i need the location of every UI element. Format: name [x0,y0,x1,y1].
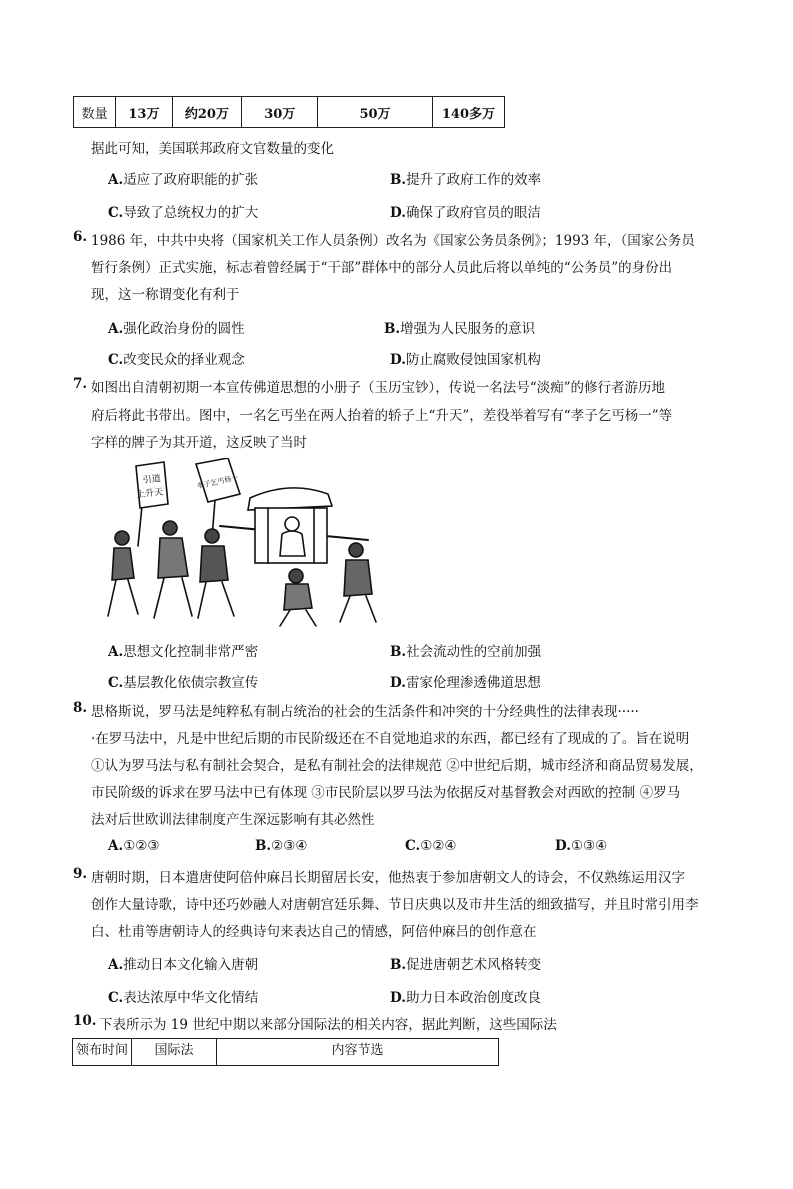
figure-2 [154,521,192,618]
q7-option-c[interactable] [108,671,258,691]
q9-option-d[interactable] [390,986,541,1006]
q10-table [72,1038,499,1066]
table-header-cell: 国际法 [132,1039,217,1066]
option-key: A. [108,838,124,854]
sign-text-left: 引道 [142,474,162,486]
sedan-roof [248,488,332,510]
sedan-body [255,508,327,563]
beggar-head [285,517,299,531]
q9-option-c[interactable] [108,986,258,1006]
q9-option-a[interactable] [108,953,258,973]
option-key: D. [390,205,406,221]
q9-line-2: 创作大量诗歌，诗中还巧妙融人对唐朝宫廷乐舞、节日庆典以及市井生活的细致描写，并且时常引用李 [91,897,699,913]
option-text: 增强为人民服务的意识 [400,321,536,337]
q8-option-d[interactable] [555,838,607,854]
option-text: 确保了政府官员的眼洁 [405,205,541,221]
option-text: ①③④ [570,838,608,854]
q8-line-3: ①认为罗马法与私有制社会契合，是私有制社会的法律规范 ②中世纪后期，城市经济和商品贸易发展， [91,758,703,774]
q8-option-c[interactable] [405,838,457,854]
q7-option-b[interactable] [390,640,541,660]
table-cell: 140多万 [432,97,504,128]
q7-line-3: 字样的牌子为其开道，这反映了当时 [91,435,307,451]
q7-number: 7. [73,376,88,392]
option-key: A. [108,321,124,337]
table-row [74,97,505,128]
option-text: 基层教化依债宗教宣传 [123,675,259,691]
option-key: B. [390,644,407,660]
q5-option-c[interactable] [108,201,258,221]
q5-option-d[interactable] [390,201,541,221]
table-cell: 数量 [74,97,116,128]
option-text: 推动日本文化输入唐朝 [123,957,259,973]
option-key: D. [390,352,406,368]
q6-option-b[interactable] [384,317,535,337]
option-text: 思想文化控制非常严密 [123,644,259,660]
q9-line-1: 唐朝时期，日本遣唐使阿倍仲麻吕长期留居长安，他热衷于参加唐朝文人的诗会，不仅熟练运用汉字 [91,870,685,886]
q6-number: 6. [73,229,88,245]
figure-4 [280,569,316,626]
q6-line-1: 1986 年，中共中央将（国家机关工作人员条例）改名为《国家公务员条例》；1993 年，（国家公务员 [91,233,695,249]
option-text: 改变民众的择业观念 [123,352,245,368]
q7-line-1: 如图出自清朝初期一本宣传佛道思想的小册子（玉历宝钞），传说一名法号“淡痴”的修行者游历地 [91,380,666,396]
figure-5 [340,543,376,622]
q7-option-d[interactable] [390,671,541,691]
table-cell: 13万 [116,97,172,128]
q6-option-a[interactable] [108,317,245,337]
option-key: C. [108,352,124,368]
option-key: D. [390,990,406,1006]
option-text: 雷家伦理渗透佛道思想 [405,675,541,691]
sign-text-left-2: 上升天 [135,487,164,501]
q8-option-a[interactable] [108,838,160,854]
top-data-table [73,96,505,128]
option-key: A. [108,957,124,973]
q8-line-5: 法对后世欧训法律制度产生深远影响有其必然性 [91,812,375,828]
option-text: 助力日本政治创度改良 [405,990,541,1006]
option-key: C. [405,838,421,854]
option-text: ②③④ [271,838,308,854]
q5-option-a[interactable] [108,168,258,188]
option-text: 提升了政府工作的效率 [406,172,542,188]
q5-option-b[interactable] [390,168,541,188]
option-key: D. [390,675,406,691]
option-key: B. [390,957,407,973]
q8-line-2: ·在罗马法中，凡是中世纪后期的市民阶级还在不自觉地追求的东西，都已经有了现成的了。旨在说明 [91,731,690,747]
option-key: B. [255,838,272,854]
option-key: B. [384,321,401,337]
option-key: B. [390,172,407,188]
table-cell: 30万 [242,97,318,128]
q6-option-d[interactable] [390,348,541,368]
option-text: ①②④ [420,838,457,854]
table-header-cell: 领布时间 [73,1039,132,1066]
option-key: A. [108,172,124,188]
procession-illustration [100,458,385,628]
option-text: ①②③ [123,838,160,854]
q10-number: 10. [73,1013,97,1029]
q9-option-b[interactable] [390,953,541,973]
option-text: 适应了政府职能的扩张 [123,172,259,188]
q6-line-3: 现，这一称谓变化有利于 [91,287,240,303]
q7-line-2: 府后将此书带出。图中，一名乞丐坐在两人抬着的轿子上“升天”，差役举着写有“孝子乞丐杨一”等 [91,408,673,424]
sign-text-right: 孝子乞丐杨一 [196,473,239,491]
option-key: C. [108,205,124,221]
table-header-cell: 内容节选 [217,1039,499,1066]
q10-stem: 下表所示为 19 世纪中期以来部分国际法的相关内容，据此判断，这些国际法 [99,1017,557,1033]
option-text: 表达浓厚中华文化情结 [123,990,259,1006]
q9-number: 9. [73,866,88,882]
table-header-row [73,1039,499,1066]
table-cell: 约20万 [172,97,242,128]
q6-line-2: 暂行条例）正式实施，标志着曾经属于“干部”群体中的部分人员此后将以单纯的“公务员”的身份出 [91,260,673,276]
option-text: 防止腐败侵蚀国家机构 [405,352,541,368]
q5-stem: 据此可知，美国联邦政府文官数量的变化 [91,141,334,157]
option-key: D. [555,838,571,854]
option-key: A. [108,644,124,660]
sign-pole [138,506,142,546]
q8-line-1: 思格斯说，罗马法是纯粹私有制占统治的社会的生活条件和冲突的十分经典性的法律表现····· [91,704,639,720]
q7-option-a[interactable] [108,640,258,660]
q9-line-3: 白、杜甫等唐朝诗人的经典诗句来表达自己的情感，阿倍仲麻吕的创作意在 [91,924,537,940]
q6-option-c[interactable] [108,348,245,368]
table-cell: 50万 [318,97,433,128]
q8-number: 8. [73,700,88,716]
q8-option-b[interactable] [255,838,307,854]
option-key: C. [108,675,124,691]
option-key: C. [108,990,124,1006]
option-text: 导致了总统权力的扩大 [123,205,259,221]
option-text: 强化政治身份的圆性 [123,321,245,337]
option-text: 促进唐朝艺术风格转变 [406,957,542,973]
figure-1 [108,531,138,616]
q8-line-4: 市民阶级的诉求在罗马法中已有体现 ③市民阶层以罗马法为依据反对基督教会对西欧的控制 ④罗马 [91,785,681,801]
option-text: 社会流动性的空前加强 [406,644,542,660]
figure-3 [198,529,234,618]
